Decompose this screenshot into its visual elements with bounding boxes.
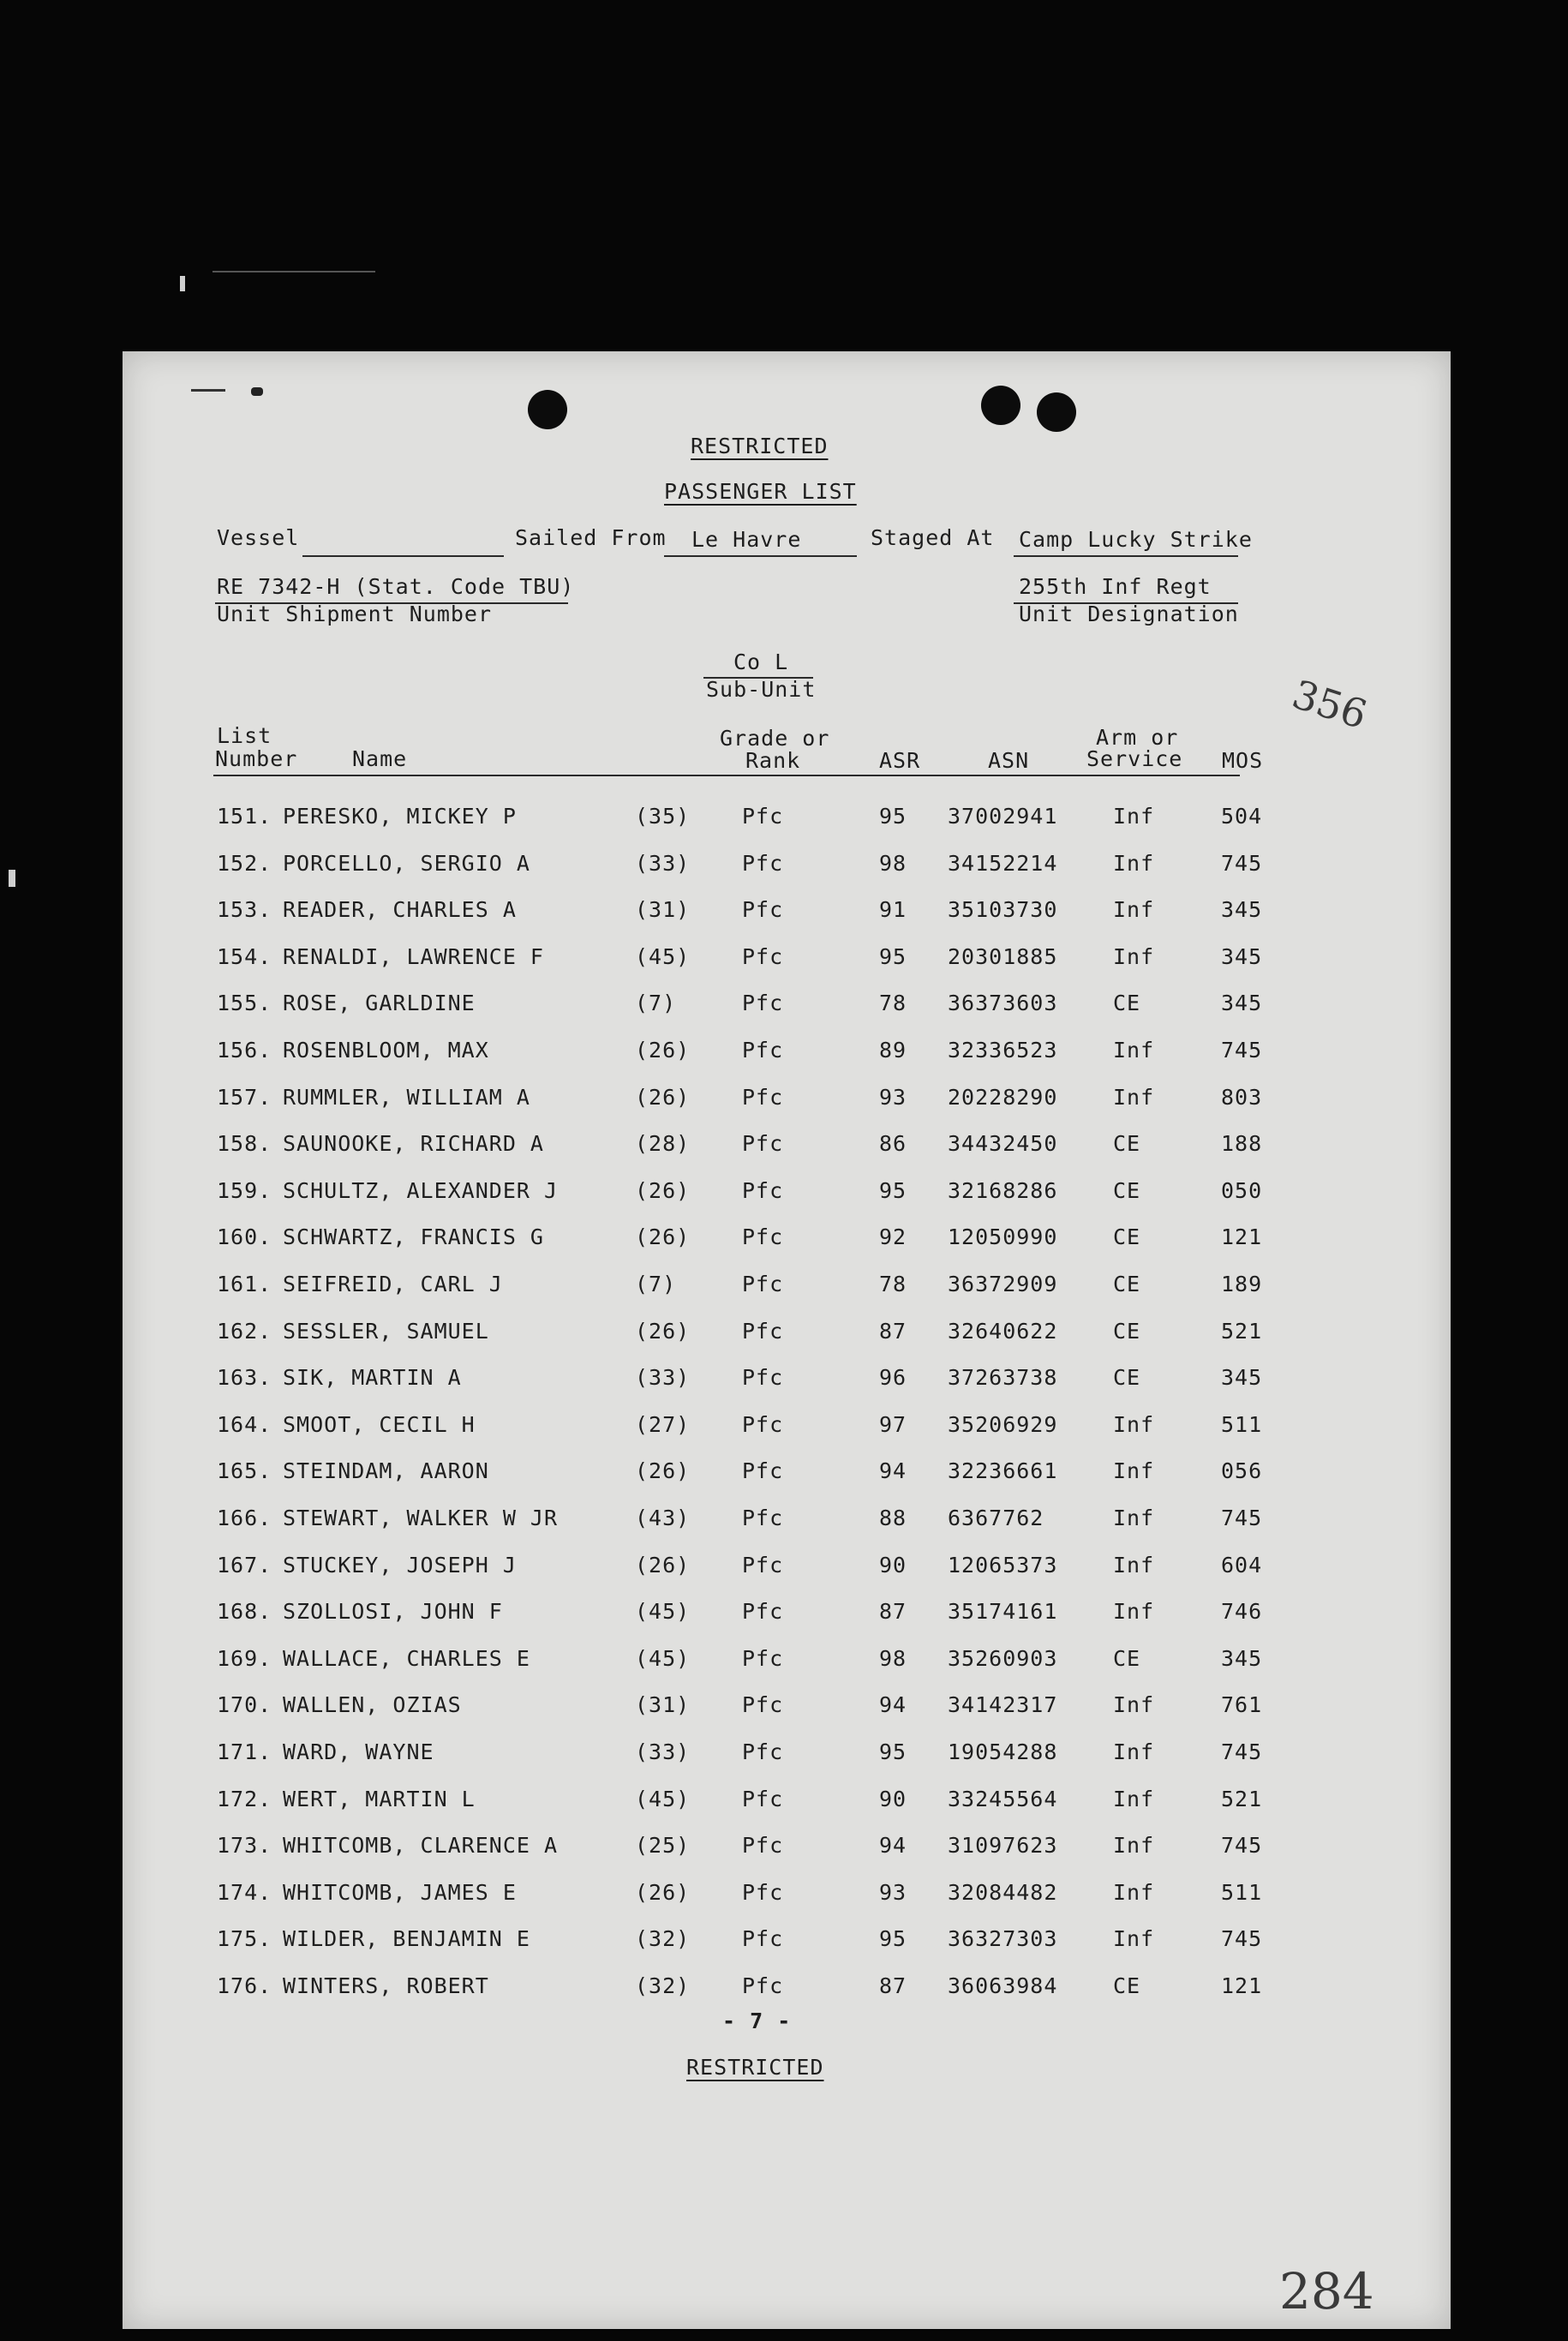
code-number: (26) (635, 1177, 691, 1203)
list-number: 162. (217, 1318, 272, 1344)
vessel-label: Vessel (217, 525, 300, 550)
mos: 745 (1221, 1506, 1263, 1530)
passenger-name: SESSLER, SAMUEL (283, 1318, 489, 1344)
ink-mark (251, 387, 263, 396)
grade: Pfc (742, 1552, 784, 1578)
list-number: 157. (217, 1084, 272, 1110)
grade: Pfc (742, 1645, 784, 1671)
passenger-name: ROSENBLOOM, MAX (283, 1038, 489, 1063)
list-number: 152. (217, 850, 272, 876)
mos: 345 (1221, 991, 1263, 1016)
asn: 37002941 (948, 804, 1058, 829)
code-number: (31) (635, 897, 691, 923)
passenger-name: SCHWARTZ, FRANCIS G (283, 1224, 544, 1250)
asr: 87 (879, 1318, 907, 1344)
sailed-from-value: Le Havre (691, 527, 802, 552)
asn: 36063984 (948, 1973, 1058, 1998)
grade: Pfc (742, 1365, 784, 1391)
passenger-name: WHITCOMB, CLARENCE A (283, 1833, 559, 1859)
asr: 98 (879, 850, 907, 876)
unit-designation-value: 255th Inf Regt (1019, 574, 1212, 599)
asr: 88 (879, 1506, 907, 1530)
list-number: 163. (217, 1365, 272, 1391)
mos: 345 (1221, 943, 1263, 969)
asr: 94 (879, 1833, 907, 1859)
arm-service: Inf (1113, 1038, 1155, 1063)
code-number: (31) (635, 1692, 691, 1718)
arm-service: Inf (1113, 1506, 1155, 1530)
mos: 511 (1221, 1411, 1263, 1437)
list-number: 167. (217, 1552, 272, 1578)
passenger-name: STEWART, WALKER W JR (283, 1506, 559, 1530)
arm-service: Inf (1113, 897, 1155, 923)
list-number: 159. (217, 1177, 272, 1203)
asn: 34432450 (948, 1131, 1058, 1157)
staged-at-line (1014, 555, 1238, 557)
grade: Pfc (742, 1599, 784, 1625)
grade: Pfc (742, 897, 784, 923)
arm-service: CE (1113, 991, 1141, 1016)
table-row (123, 1926, 1451, 1961)
mos: 188 (1221, 1131, 1263, 1157)
table-row (123, 1646, 1451, 1680)
code-number: (33) (635, 1739, 691, 1764)
arm-service: CE (1113, 1973, 1141, 1998)
mos: 345 (1221, 1645, 1263, 1671)
sub-unit-label: Sub-Unit (706, 677, 817, 702)
grade: Pfc (742, 1084, 784, 1110)
grade: Pfc (742, 1786, 784, 1811)
code-number: (26) (635, 1458, 691, 1484)
asr: 89 (879, 1038, 907, 1063)
sailed-from-line (664, 555, 857, 557)
shipment-number-value: RE 7342-H (Stat. Code TBU) (217, 574, 575, 599)
code-number: (26) (635, 1084, 691, 1110)
asn: 19054288 (948, 1739, 1058, 1764)
code-number: (32) (635, 1926, 691, 1952)
asr: 87 (879, 1599, 907, 1625)
arm-service: Inf (1113, 1692, 1155, 1718)
asr: 78 (879, 1272, 907, 1296)
grade: Pfc (742, 1224, 784, 1250)
list-number: 164. (217, 1411, 272, 1437)
passenger-name: WARD, WAYNE (283, 1739, 434, 1764)
code-number: (26) (635, 1318, 691, 1344)
table-row (123, 1319, 1451, 1353)
list-number: 166. (217, 1506, 272, 1530)
grade: Pfc (742, 850, 784, 876)
mos: 056 (1221, 1458, 1263, 1484)
asn: 35174161 (948, 1599, 1058, 1625)
list-number: 165. (217, 1458, 272, 1484)
asn: 33245564 (948, 1786, 1058, 1811)
table-row (123, 1506, 1451, 1540)
passenger-name: WHITCOMB, JAMES E (283, 1879, 517, 1905)
code-number: (35) (635, 804, 691, 829)
arm-service: Inf (1113, 943, 1155, 969)
asn: 31097623 (948, 1833, 1058, 1859)
asr: 92 (879, 1224, 907, 1250)
asn: 6367762 (948, 1506, 1044, 1530)
grade: Pfc (742, 1177, 784, 1203)
arm-service: Inf (1113, 1084, 1155, 1110)
passenger-name: STEINDAM, AARON (283, 1458, 489, 1484)
arm-service: CE (1113, 1318, 1141, 1344)
mos: 745 (1221, 1833, 1263, 1859)
list-number: 154. (217, 943, 272, 969)
list-number: 176. (217, 1973, 272, 1998)
list-number: 171. (217, 1739, 272, 1764)
asn: 36373603 (948, 991, 1058, 1016)
asr: 90 (879, 1786, 907, 1811)
list-number: 173. (217, 1833, 272, 1859)
asr: 91 (879, 897, 907, 923)
column-header-mos: MOS (1222, 748, 1264, 773)
passenger-name: RENALDI, LAWRENCE F (283, 943, 544, 969)
arm-service: Inf (1113, 1458, 1155, 1484)
asn: 35260903 (948, 1645, 1058, 1671)
list-number: 161. (217, 1272, 272, 1296)
asn: 12050990 (948, 1224, 1058, 1250)
list-number: 156. (217, 1038, 272, 1063)
asr: 98 (879, 1645, 907, 1671)
grade: Pfc (742, 1506, 784, 1530)
mos: 511 (1221, 1879, 1263, 1905)
column-header-grade: Grade or (720, 726, 830, 751)
arm-service: Inf (1113, 1739, 1155, 1764)
code-number: (27) (635, 1411, 691, 1437)
code-number: (26) (635, 1224, 691, 1250)
sailed-from-label: Sailed From (515, 525, 667, 550)
punch-hole (528, 390, 567, 429)
passenger-name: STUCKEY, JOSEPH J (283, 1552, 517, 1578)
mos: 521 (1221, 1318, 1263, 1344)
passenger-name: SEIFREID, CARL J (283, 1272, 503, 1296)
table-row (123, 1131, 1451, 1165)
asn: 35103730 (948, 897, 1058, 923)
table-row (123, 1038, 1451, 1072)
mos: 121 (1221, 1973, 1263, 1998)
arm-service: Inf (1113, 1411, 1155, 1437)
shipment-number-label: Unit Shipment Number (217, 602, 493, 626)
asn: 32640622 (948, 1318, 1058, 1344)
list-number: 160. (217, 1224, 272, 1250)
arm-service: CE (1113, 1645, 1141, 1671)
grade: Pfc (742, 1318, 784, 1344)
passenger-name: WINTERS, ROBERT (283, 1973, 489, 1998)
table-row (123, 944, 1451, 979)
asr: 95 (879, 804, 907, 829)
asn: 32084482 (948, 1879, 1058, 1905)
asr: 93 (879, 1879, 907, 1905)
table-row (123, 897, 1451, 931)
arm-service: CE (1113, 1365, 1141, 1391)
grade: Pfc (742, 1131, 784, 1157)
mos: 604 (1221, 1552, 1263, 1578)
code-number: (26) (635, 1552, 691, 1578)
mos: 504 (1221, 804, 1263, 829)
code-number: (45) (635, 943, 691, 969)
code-number: (33) (635, 850, 691, 876)
table-row (123, 1458, 1451, 1493)
table-row (123, 1880, 1451, 1914)
unit-designation-label: Unit Designation (1019, 602, 1239, 626)
restricted-header: RESTRICTED (691, 434, 829, 458)
grade: Pfc (742, 1038, 784, 1063)
passenger-name: SIK, MARTIN A (283, 1365, 462, 1391)
list-number: 153. (217, 897, 272, 923)
asr: 87 (879, 1973, 907, 1998)
list-number: 172. (217, 1786, 272, 1811)
document-page (123, 351, 1451, 2329)
table-row (123, 1178, 1451, 1212)
asr: 95 (879, 1177, 907, 1203)
passenger-name: WERT, MARTIN L (283, 1786, 476, 1811)
mos: 761 (1221, 1692, 1263, 1718)
code-number: (43) (635, 1506, 691, 1530)
arm-service: Inf (1113, 1833, 1155, 1859)
list-number: 169. (217, 1645, 272, 1671)
mos: 745 (1221, 1926, 1263, 1952)
list-number: 174. (217, 1879, 272, 1905)
table-row (123, 804, 1451, 838)
arm-service: CE (1113, 1272, 1141, 1296)
restricted-footer: RESTRICTED (686, 2055, 824, 2080)
mos: 746 (1221, 1599, 1263, 1625)
passenger-name: PORCELLO, SERGIO A (283, 850, 530, 876)
table-row (123, 851, 1451, 885)
column-header-rank: Rank (745, 748, 801, 773)
arm-service: Inf (1113, 1926, 1155, 1952)
code-number: (45) (635, 1786, 691, 1811)
column-header-service: Service (1086, 746, 1183, 771)
passenger-name: SMOOT, CECIL H (283, 1411, 476, 1437)
handwritten-number: 356 (1286, 670, 1373, 739)
passenger-name: PERESKO, MICKEY P (283, 804, 517, 829)
passenger-name: WILDER, BENJAMIN E (283, 1926, 530, 1952)
grade: Pfc (742, 1926, 784, 1952)
punch-hole (1037, 392, 1076, 432)
asn: 20228290 (948, 1084, 1058, 1110)
asn: 37263738 (948, 1365, 1058, 1391)
grade: Pfc (742, 1879, 784, 1905)
arm-service: CE (1113, 1131, 1141, 1157)
sub-unit-value: Co L (733, 650, 789, 674)
mos: 745 (1221, 850, 1263, 876)
mos: 345 (1221, 897, 1263, 923)
mos: 121 (1221, 1224, 1263, 1250)
asn: 20301885 (948, 943, 1058, 969)
code-number: (26) (635, 1879, 691, 1905)
asr: 94 (879, 1458, 907, 1484)
grade: Pfc (742, 1692, 784, 1718)
asr: 86 (879, 1131, 907, 1157)
asn: 12065373 (948, 1552, 1058, 1578)
page-number: - 7 - (722, 2009, 792, 2033)
staged-at-label: Staged At (871, 525, 995, 550)
asn: 36372909 (948, 1272, 1058, 1296)
table-row (123, 1599, 1451, 1633)
handwritten-page-number: 284 (1279, 2262, 1374, 2320)
vessel-field-line (302, 555, 504, 557)
asr: 97 (879, 1411, 907, 1437)
column-header-rule (213, 775, 1240, 776)
column-header-number: Number (215, 746, 298, 771)
arm-service: Inf (1113, 1786, 1155, 1811)
mos: 745 (1221, 1739, 1263, 1764)
list-number: 175. (217, 1926, 272, 1952)
passenger-name: WALLACE, CHARLES E (283, 1645, 530, 1671)
arm-service: CE (1113, 1224, 1141, 1250)
mos: 803 (1221, 1084, 1263, 1110)
passenger-name: ROSE, GARLDINE (283, 991, 476, 1016)
arm-service: Inf (1113, 850, 1155, 876)
table-row (123, 1692, 1451, 1727)
scan-mark (9, 870, 15, 887)
grade: Pfc (742, 1458, 784, 1484)
code-number: (28) (635, 1131, 691, 1157)
mos: 345 (1221, 1365, 1263, 1391)
arm-service: Inf (1113, 1552, 1155, 1578)
asr: 95 (879, 943, 907, 969)
list-number: 158. (217, 1131, 272, 1157)
mos: 521 (1221, 1786, 1263, 1811)
asn: 35206929 (948, 1411, 1058, 1437)
table-row (123, 991, 1451, 1025)
passenger-name: SAUNOOKE, RICHARD A (283, 1131, 544, 1157)
list-number: 151. (217, 804, 272, 829)
code-number: (25) (635, 1833, 691, 1859)
passenger-name: SZOLLOSI, JOHN F (283, 1599, 503, 1625)
asr: 94 (879, 1692, 907, 1718)
arm-service: Inf (1113, 804, 1155, 829)
table-row (123, 1085, 1451, 1119)
column-header-arm: Arm or (1096, 725, 1179, 750)
scan-mark (180, 276, 185, 291)
passenger-name: SCHULTZ, ALEXANDER J (283, 1177, 559, 1203)
table-row (123, 1833, 1451, 1867)
table-row (123, 1224, 1451, 1259)
document-title: PASSENGER LIST (664, 479, 857, 504)
passenger-name: RUMMLER, WILLIAM A (283, 1084, 530, 1110)
code-number: (7) (635, 991, 677, 1016)
grade: Pfc (742, 943, 784, 969)
staged-at-value: Camp Lucky Strike (1019, 527, 1253, 552)
column-header-asn: ASN (988, 748, 1030, 773)
grade: Pfc (742, 1739, 784, 1764)
grade: Pfc (742, 1411, 784, 1437)
code-number: (33) (635, 1365, 691, 1391)
mos: 745 (1221, 1038, 1263, 1063)
table-row (123, 1272, 1451, 1306)
arm-service: CE (1113, 1177, 1141, 1203)
table-row (123, 1365, 1451, 1399)
asr: 95 (879, 1739, 907, 1764)
asr: 95 (879, 1926, 907, 1952)
ink-mark (191, 389, 225, 392)
grade: Pfc (742, 1833, 784, 1859)
code-number: (45) (635, 1599, 691, 1625)
list-number: 168. (217, 1599, 272, 1625)
list-number: 155. (217, 991, 272, 1016)
asn: 36327303 (948, 1926, 1058, 1952)
asr: 90 (879, 1552, 907, 1578)
asr: 78 (879, 991, 907, 1016)
table-row (123, 1973, 1451, 2008)
grade: Pfc (742, 1973, 784, 1998)
column-header-list: List (217, 723, 272, 748)
grade: Pfc (742, 991, 784, 1016)
asn: 32168286 (948, 1177, 1058, 1203)
asn: 34142317 (948, 1692, 1058, 1718)
code-number: (26) (635, 1038, 691, 1063)
arm-service: Inf (1113, 1879, 1155, 1905)
code-number: (7) (635, 1272, 677, 1296)
asn: 32336523 (948, 1038, 1058, 1063)
asn: 32236661 (948, 1458, 1058, 1484)
passenger-name: READER, CHARLES A (283, 897, 517, 923)
grade: Pfc (742, 1272, 784, 1296)
code-number: (32) (635, 1973, 691, 1998)
mos: 050 (1221, 1177, 1263, 1203)
passenger-name: WALLEN, OZIAS (283, 1692, 462, 1718)
scan-line (212, 271, 375, 272)
table-row (123, 1553, 1451, 1587)
list-number: 170. (217, 1692, 272, 1718)
code-number: (45) (635, 1645, 691, 1671)
asr: 96 (879, 1365, 907, 1391)
table-row (123, 1787, 1451, 1821)
mos: 189 (1221, 1272, 1263, 1296)
table-row (123, 1412, 1451, 1446)
table-row (123, 1739, 1451, 1774)
asr: 93 (879, 1084, 907, 1110)
column-header-asr: ASR (879, 748, 921, 773)
punch-hole (981, 386, 1020, 425)
asn: 34152214 (948, 850, 1058, 876)
grade: Pfc (742, 804, 784, 829)
column-header-name: Name (352, 746, 408, 771)
arm-service: Inf (1113, 1599, 1155, 1625)
